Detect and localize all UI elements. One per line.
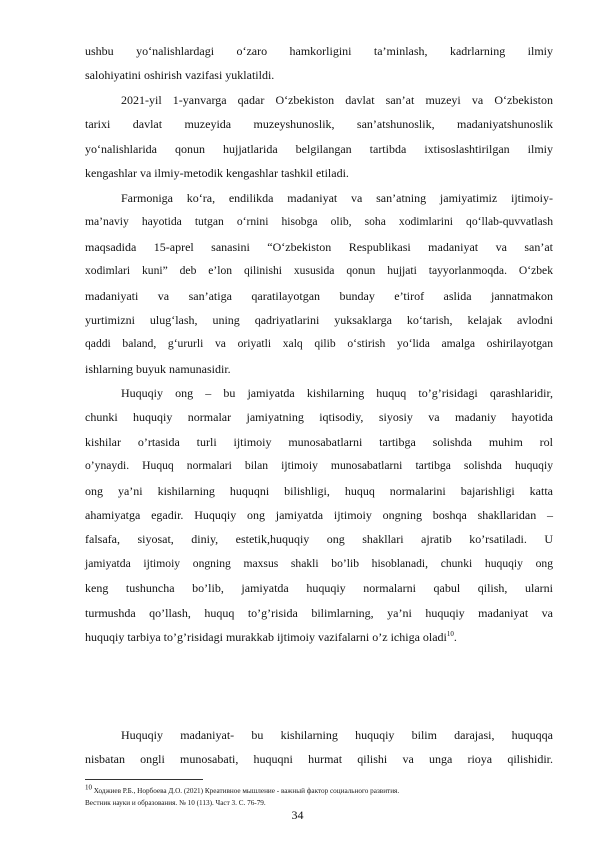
page-number: 34 xyxy=(291,808,304,822)
text-line: kishilar o’rtasida turli ijtimoiy munosabatlarni tartibga solishda muhim rol xyxy=(85,434,553,449)
footnote-number: 10 xyxy=(85,783,92,792)
footnote-line xyxy=(85,785,555,797)
text-line: xodimlari kuni” deb e’lon qilinishi xususida qonun hujjati tayyorlanmoqda. O‘zbek xyxy=(85,264,553,278)
text-line: qaddi baland, g‘ururli va oriyatli xalq qilib o‘stirish yo‘lida amalga oshirilayotgan xyxy=(85,337,553,351)
footnote-text: Ходжиев Р.Б., Норбоева Д.О. (2021) Креативное мышление - важный фактор социального развития. xyxy=(93,787,400,795)
text-line: salohiyatini oshirish vazifasi yuklatildi. xyxy=(85,68,275,83)
footnote-text: Вестник науки и образования. № 10 (113). Част 3. С. 76-79. xyxy=(85,799,266,807)
text-line: jamiyatda ijtimoiy ongning maxsus shakli bo’lib hisoblanadi, chunki huquqiy ong xyxy=(85,556,553,570)
paragraph-3 xyxy=(85,186,553,381)
text-line: madaniyati va san’atiga qaratilayotgan bunday e’tirof aslida jannatmakon xyxy=(85,288,553,303)
paragraph-5 xyxy=(85,723,553,772)
text-line: ahamiyatga egadir. Huquqiy ong jamiyatda ijtimoiy ongning boshqa shakllaridan – xyxy=(85,507,553,522)
text-line: turmushda qo’llash, huquq to’g’risida bilimlarning, ya’ni huquqiy madaniyat va xyxy=(85,605,553,620)
text-line: chunki huquqiy normalar jamiyatning iqtisodiy, siyosiy va madaniy hayotida xyxy=(85,410,553,425)
text-line: ishlarning buyuk namunasidir. xyxy=(85,361,231,376)
text-line: o’ynaydi. Huquq normalari bilan ijtimoiy munosabatlarni tartibga solishda huquqiy xyxy=(85,459,553,473)
text-line: yo‘nalishlarida qonun hujjatlarida belgilangan tartibda ixtisoslashtirilgan ilmiy xyxy=(85,141,553,156)
text-line: Huquqiy ong – bu jamiyatda kishilarning huquq to’g’risidagi qarashlaridir, xyxy=(121,386,553,400)
footnote xyxy=(85,785,555,809)
footnote-separator xyxy=(85,779,203,780)
text-line: Farmoniga ko‘ra, endilikda madaniyat va san’atning jamiyatimiz ijtimoiy- xyxy=(121,191,553,205)
text-line-content: huquqiy tarbiya to’g’risidagi murakkab ijtimoiy vazifalarni o’z ichiga oladi xyxy=(85,629,447,644)
text-line: 2021-yil 1-yanvarga qadar O‘zbekiston davlat san’at muzeyi va O‘zbekiston xyxy=(121,93,553,107)
text-line: ma’naviy hayotida tutgan o‘rnini hisobga olib, soha xodimlarini qo‘llab-quvvatlash xyxy=(85,215,553,229)
text-line: kengashlar va ilmiy-metodik kengashlar tashkil etiladi. xyxy=(85,166,349,181)
text-line: tarixi davlat muzeyida muzeyshunoslik, san’atshunoslik, madaniyatshunoslik xyxy=(85,117,553,132)
text-line: yurtimizni ulug‘lash, uning qadriyatlarini yuksaklarga ko‘tarish, kelajak avlodni xyxy=(85,312,553,327)
text-line: nisbatan ongli munosabati, huquqni hurmat qilishi va unga rioya qilishidir. xyxy=(85,752,553,767)
text-line: falsafa, siyosat, diniy, estetik,huquqiy ong shakllari ajratib ko’rsatiladi. U xyxy=(85,532,553,547)
text-line: keng tushuncha bo’lib, jamiyatda huquqiy normalarni qabul qilish, ularni xyxy=(85,581,553,596)
paragraph-4 xyxy=(85,381,553,649)
text-line: huquqiy tarbiya to’g’risidagi murakkab ijtimoiy vazifalarni o’z ichiga oladi$^{10}$. xyxy=(85,629,457,644)
text-line: Huquqiy madaniyat- bu kishilarning huquqiy bilim darajasi, huquqqa xyxy=(121,728,553,742)
text-line: ushbu yo‘nalishlardagi o‘zaro hamkorligini ta’minlash, kadrlarning ilmiy xyxy=(85,44,553,58)
paragraph-2 xyxy=(85,88,553,186)
paragraph-1 xyxy=(85,39,553,88)
text-line: maqsadida 15-aprel sanasini “O‘zbekiston Respublikasi madaniyat va san’at xyxy=(85,239,553,254)
footnote-reference[interactable]: 10 xyxy=(446,629,454,638)
text-line: ong ya’ni kishilarning huquqni bilishligi, huquq normalarini bajarishligi katta xyxy=(85,483,553,498)
